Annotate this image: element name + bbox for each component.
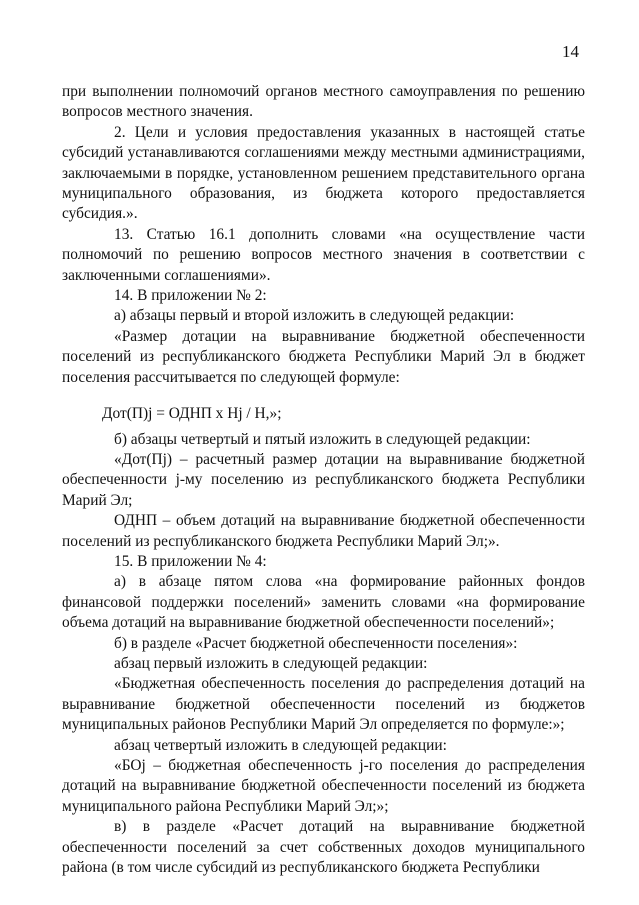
paragraph-4: 14. В приложении № 2: (114, 287, 267, 305)
document-body (62, 82, 585, 878)
paragraph-9: ОДНП – объем дотаций на выравнивание бюджетной обеспеченности поселений из республиканского бюджета Республики Марий Эл;». (62, 512, 585, 550)
page-number: 14 (562, 42, 579, 61)
paragraph-10: 15. В приложении № 4: (114, 552, 267, 570)
paragraph-11: а) в абзаце пятом слова «на формирование районных фондов финансовой поддержки поселений» заменить словами «на формирование объема дотаций на выравнивание бюджетной обеспеченности поселений»; (62, 573, 585, 632)
paragraph-7: б) абзацы четвертый и пятый изложить в следующей редакции: (114, 430, 531, 448)
paragraph-2: 2. Цели и условия предоставления указанных в настоящей статье субсидий устанавливаются соглашениями между местными администрациями, заключаемыми в порядке, установленном решением представительного органа муниципального образования, из бюджета которого предоставляется субсидия.». (62, 123, 585, 223)
paragraph-14: «Бюджетная обеспеченность поселения до распределения дотаций на выравнивание бюджетной обеспеченности поселений из бюджетов муниципальных районов Республики Марий Эл определяется по формуле:»; (62, 675, 585, 734)
paragraph-17: в) в разделе «Расчет дотаций на выравнивание бюджетной обеспеченности поселений за счет собственных доходов муниципального района (в том числе субсидий из республиканского бюджета Республики (62, 818, 585, 877)
paragraph-12: б) в разделе «Расчет бюджетной обеспеченности поселения»: (114, 634, 518, 652)
paragraph-5: а) абзацы первый и второй изложить в следующей редакции: (114, 307, 515, 325)
formula: Дот(П)j = ОДНП х Нj / Н,»; (102, 405, 282, 423)
paragraph-15: абзац четвертый изложить в следующей редакции: (114, 736, 447, 754)
paragraph-6: «Размер дотации на выравнивание бюджетной обеспеченности поселений из республиканского бюджета Республики Марий Эл в бюджет поселения рассчитывается по следующей формуле: (62, 327, 585, 386)
paragraph-16: «БОj – бюджетная обеспеченность j-го поселения до распределения дотаций на выравнивание бюджетной обеспеченности поселений из бюджета муниципального района Республики Марий Эл;»; (62, 757, 585, 815)
paragraph-1: при выполнении полномочий органов местного самоуправления по решению вопросов местного значения. (62, 83, 585, 121)
paragraph-3: 13. Статью 16.1 дополнить словами «на осуществление части полномочий по решению вопросов местного значения в соответствии с заключенными соглашениями». (62, 225, 585, 284)
paragraph-8: «Дот(Пj) – расчетный размер дотации на выравнивание бюджетной обеспеченности j-му поселению из республиканского бюджета Республики Марий Эл; (62, 450, 585, 509)
paragraph-13: абзац первый изложить в следующей редакции: (114, 654, 428, 672)
